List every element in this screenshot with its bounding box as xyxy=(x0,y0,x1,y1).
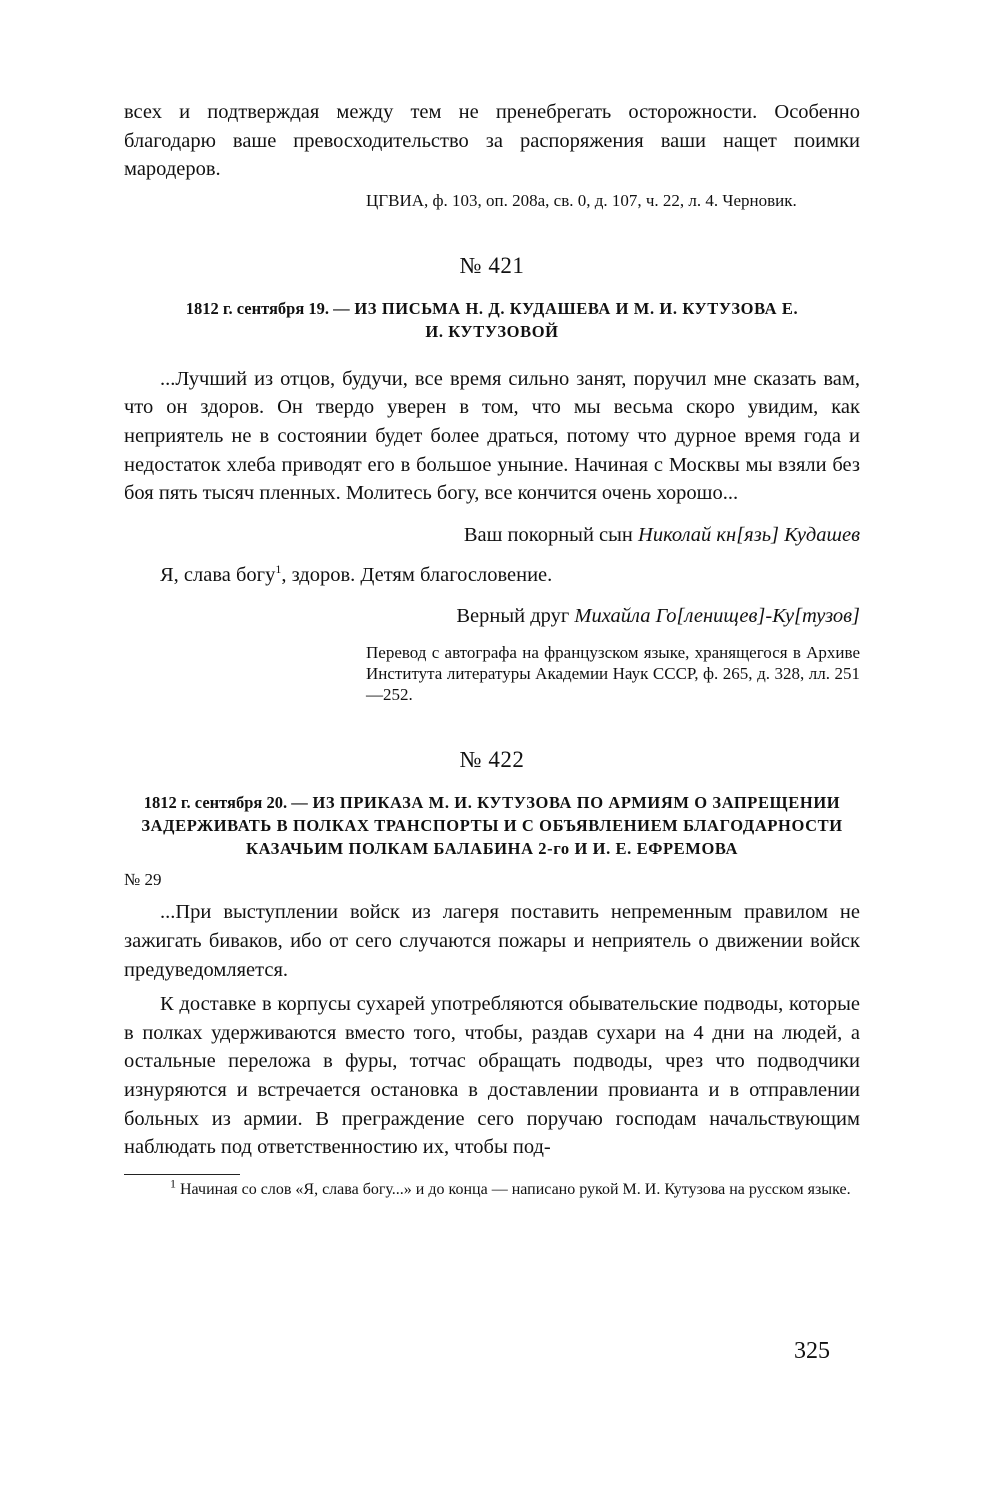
signature-1-name: Николай кн[язь] Кудашев xyxy=(638,523,860,546)
intro-paragraph: всех и подтверждая между тем не пренебрегать осторожности. Особенно благодарю ваше превосходительство за распоряжения ваши нащет поимки мародеров. xyxy=(124,101,860,181)
kutuzov-line-start: Я, слава богу xyxy=(160,563,276,586)
doc-421-date: 1812 г. сентября 19. — xyxy=(185,298,350,318)
doc-422-paragraph-2: К доставке в корпусы сухарей употребляются обывательские подводы, которые в полках удерживаются вместо того, чтобы, раздав сухари на 4 дни на людей, а остальные переложа в фуры, тотчас обращать подводы, чрез что подводчики изнуряются и встречается остановка в доставлении провианта и в отправлении больных из армии. В преграждение сего поручаю господам начальствующим наблюдать под ответственностию их, чтобы под- xyxy=(124,993,860,1159)
intro-archive-source: ЦГВИА, ф. 103, оп. 208а, св. 0, д. 107, ч. 22, л. 4. Черновик. xyxy=(366,190,797,210)
doc-421-body: ...Лучший из отцов, будучи, все время сильно занят, поручил мне сказать вам, что он здоров. Он твердо уверен в том, что мы весьма скоро увидим, как неприятель не в состоянии будет более драться, потому что дурное время года и недостаток хлеба приводят его в большое уныние. Начиная с Москвы мы взяли без боя пять тысяч пленных. Молитесь богу, все кончится очень хорошо... xyxy=(124,367,860,505)
doc-422-heading xyxy=(124,791,860,860)
doc-421-heading xyxy=(124,297,860,343)
footnote-mark: 1 xyxy=(170,1176,176,1191)
doc-421-number: № 421 xyxy=(459,252,525,278)
footnote xyxy=(124,1176,860,1200)
doc-421-kutuzov-line xyxy=(124,561,860,590)
doc-422-paragraph-1: ...При выступлении войск из лагеря поставить непременным правилом не зажигать биваков, ибо от сего случаются пожары и неприятель о движении войск предуведомляется. xyxy=(124,901,860,981)
kutuzov-line-end: , здоров. Детям благословение. xyxy=(281,563,553,586)
footnote-divider xyxy=(124,1174,240,1175)
signature-2-prefix: Верный друг xyxy=(456,605,570,628)
document-page xyxy=(124,98,860,1200)
doc-421-signature-1 xyxy=(124,524,860,547)
footnote-text: Начиная со слов «Я, слава богу...» и до конца — написано рукой М. И. Кутузова на русском языке. xyxy=(180,1180,851,1198)
order-number: № 29 xyxy=(124,870,162,890)
page-number: 325 xyxy=(794,1338,830,1364)
doc-421-archive-source: Перевод с автографа на французском языке, хранящегося в Архиве Института литературы Академии Наук СССР, ф. 265, д. 328, лл. 251—252. xyxy=(366,643,860,705)
doc-422-number: № 422 xyxy=(459,747,525,773)
footnote-reference-mark: 1 xyxy=(275,561,282,576)
doc-422-date: 1812 г. сентября 20. — xyxy=(143,793,308,813)
doc-421-title: ИЗ ПИСЬМА Н. Д. КУДАШЕВА И М. И. КУТУЗОВА Е. И. КУТУЗОВОЙ xyxy=(354,298,799,341)
signature-2-name: Михайла Го[ленищев]-Ку[тузов] xyxy=(574,605,860,628)
doc-422-title: ИЗ ПРИКАЗА М. И. КУТУЗОВА ПО АРМИЯМ О ЗАПРЕЩЕНИИ ЗАДЕРЖИВАТЬ В ПОЛКАХ ТРАНСПОРТЫ И С ОБЪЯВЛЕНИЕМ БЛАГОДАРНОСТИ КАЗАЧЬИМ ПОЛКАМ БАЛАБИНА 2-го И И. Е. ЕФРЕМОВА xyxy=(141,793,843,859)
doc-421-signature-2 xyxy=(124,605,860,628)
signature-1-prefix: Ваш покорный сын xyxy=(463,523,633,546)
